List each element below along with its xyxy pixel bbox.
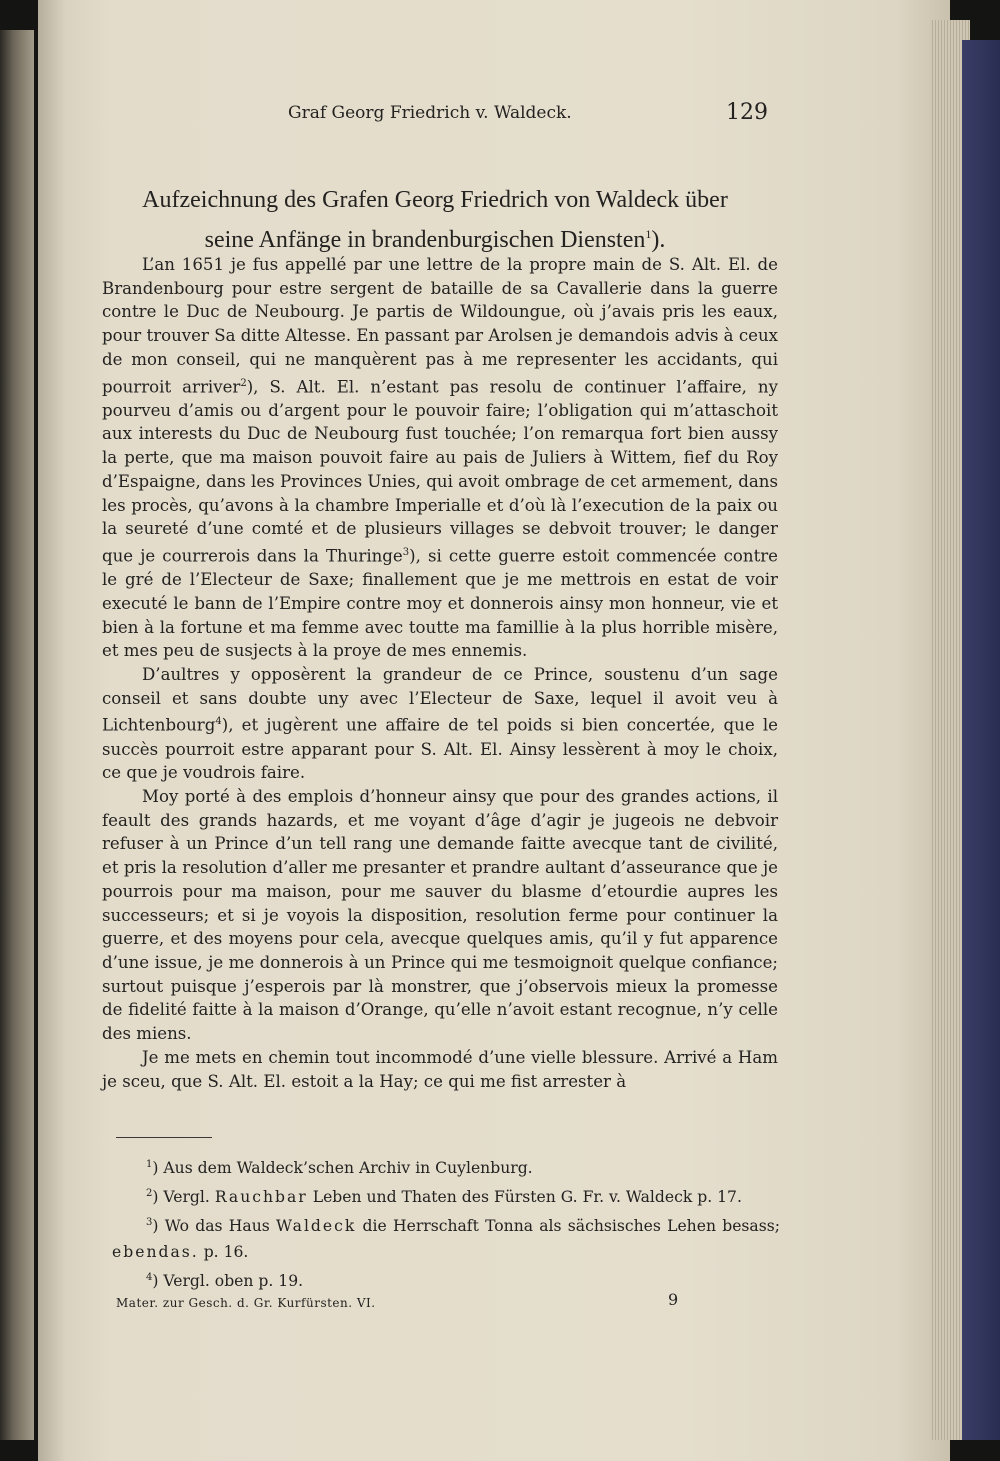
footnotes xyxy=(112,1152,780,1294)
signature-number: 9 xyxy=(668,1290,679,1309)
book-cover xyxy=(962,40,1000,1440)
footnote-2: $^2$) Vergl. Rauchbar Leben und Thaten des Fürsten G. Fr. v. Waldeck p. 17. xyxy=(146,1188,742,1207)
paragraph-2: D’aultres y opposèrent la grandeur de ce Prince, soustenu d’un sage conseil et sans doubte uny avec l’Electeur de Saxe, lequel il avoit veu à Lichtenbourg$^4$), et jugèrent une affaire de tel poids si bien concertée, que le succès pourroit estre apparant pour S. Alt. El. Ainsy lessèrent à moy le choix, ce que je voudrois faire. xyxy=(102,665,778,783)
title-line-2: seine Anfänge in brandenburgischen Diensten$^1$). xyxy=(204,227,666,253)
paragraph-4: Je me mets en chemin tout incommodé d’une vielle blessure. Arrivé a Ham je sceu, que S. Alt. El. estoit a la Hay; ce qui me fist arrester à xyxy=(102,1047,778,1091)
footnote-ref: 2 xyxy=(240,377,247,389)
footnote-ref: 1 xyxy=(645,227,652,241)
footnote-divider xyxy=(116,1137,212,1138)
title-line-1: Aufzeichnung des Grafen Georg Friedrich von Waldeck über xyxy=(142,187,728,213)
footnote-1: $^1$) Aus dem Waldeck’schen Archiv in Cuylenburg. xyxy=(146,1159,533,1178)
footnote-ref: 4 xyxy=(215,716,222,728)
footnote-3: $^3$) Wo das Haus Waldeck die Herrschaft Tonna als sächsisches Lehen besass; ebendas. p. 16. xyxy=(112,1217,780,1261)
paragraph-1: L’an 1651 je fus appellé par une lettre de la propre main de S. Alt. El. de Brandenbourg pour estre sergent de bataille de sa Cavallerie dans la guerre contre le Duc de Neubourg. Je partis de Wildoungue, où j’avais pris les eaux, pour trouver Sa ditte Altesse. En passant par Arolsen je demandois advis à ceux de mon conseil, qui ne manquèrent pas à me representer les accidants, qui pourroit arriver$^2$), S. Alt. El. n’estant pas resolu de continuer l’affaire, ny pourveu d’amis ou d’argent pour le pouvoir faire; l’obligation qui m’attaschoit aux interests du Duc de Neubourg fust touchée; l’on remarqua fort bien aussy la perte, que ma maison pouvoit faire au pais de Juliers à Wittem, fief du Roy d’Espaigne, dans les Provinces Unies, qui avoit ombrage de cet armement, dans les procès, qu’avons à la chambre Imperialle et d’où là l’execution de la paix ou la seureté d’une comté et de plusieurs villages se debvoit trouver; le danger que je courrerois dans la Thuringe$^3$), si cette guerre estoit commencée contre le gré de l’Electeur de Saxe; finallement que je me mettrois en estat de voir executé le bann de l’Empire contre moy et donnerois ainsy mon honneur, vie et bien à la fortune et ma femme avec toutte ma famillie à la plus horrible misère, et mes peu de susjects à la proye de mes ennemis. xyxy=(102,255,778,661)
paragraph-3: Moy porté à des emplois d’honneur ainsy que pour des grandes actions, il feault des grands hazards, et me voyant d’âge d’agir je jugeois ne debvoir refuser à un Prince d’un tell rang une demande faitte avecque tant de civilité, et pris la resolution d’aller me presanter et prandre aultant d’asseurance que je pourrois pour ma maison, pour me sauver du blasme d’etourdie aupres les successeurs; et si je voyois la disposition, resolution ferme pour continuer la guerre, et des moyens pour cela, avecque quelques amis, qu’il y fut apparence d’une issue, je me donnerois à un Prince qui me tesmoignoit quelque confiance; surtout puisque j’esperois par là monstrer, que j’observois mieux la promesse de fidelité faitte à la maison d’Orange, qu’elle n’avoit estant recognue, n’y celle des miens. xyxy=(102,787,778,1044)
footnote-4: $^4$) Vergl. oben p. 19. xyxy=(146,1271,304,1290)
page-footer xyxy=(116,1290,736,1316)
page-header xyxy=(250,100,790,130)
main-text xyxy=(102,253,778,1093)
footnote-ref: 3 xyxy=(402,546,410,558)
signature-line: Mater. zur Gesch. d. Gr. Kurfürsten. VI. xyxy=(116,1296,376,1310)
facing-page-edge xyxy=(0,30,34,1440)
running-title: Graf Georg Friedrich v. Waldeck. xyxy=(288,103,572,123)
document-title xyxy=(95,183,775,257)
page-number: 129 xyxy=(726,100,768,125)
